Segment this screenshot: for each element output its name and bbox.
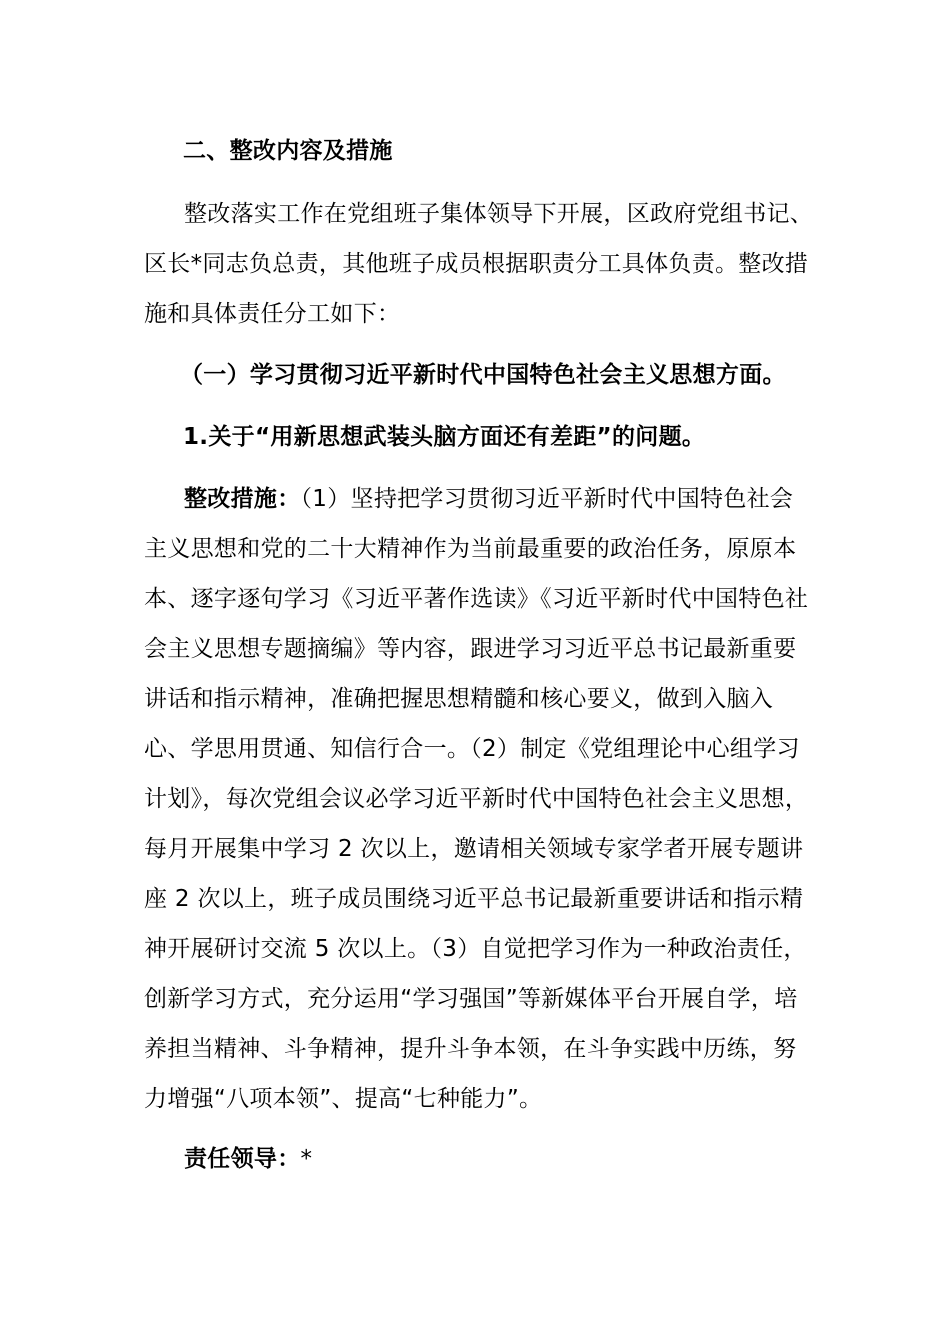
- responsible-paragraph: [144, 1134, 814, 1184]
- issue-title: 1.关于“用新思想武装头脑方面还有差距”的问题。: [183, 424, 706, 450]
- responsible-label: 责任领导：: [184, 1146, 301, 1172]
- subsection-title: （一）学习贯彻习近平新时代中国特色社会主义思想方面。: [180, 362, 786, 388]
- measures-label: 整改措施：: [184, 486, 301, 512]
- measures-paragraph: [144, 474, 814, 1124]
- section-title: 二、整改内容及措施: [183, 138, 393, 164]
- intro-paragraph: 整改落实工作在党组班子集体领导下开展，区政府党组书记、区长*同志负总责，其他班子成员根据职责分工具体负责。整改措施和具体责任分工如下：: [144, 201, 814, 327]
- responsible-value: *: [300, 1146, 313, 1172]
- measures-text: （1）坚持把学习贯彻习近平新时代中国特色社会主义思想和党的二十大精神作为当前最重要的政治任务，原原本本、逐字逐句学习《习近平著作选读》《习近平新时代中国特色社会主义思想专题摘编》等内容，跟进学习习近平总书记最新重要讲话和指示精神，准确把握思想精髓和核心要义，做到入脑入心、学思用贯通、知信行合一。（2）制定《党组理论中心组学习计划》，每次党组会议必学习近平新时代中国特色社会主义思想，每月开展集中学习 2 次以上，邀请相关领域专家学者开展专题讲座 2 次以上，班子成员围绕习近平总书记最新重要讲话和指示精神开展研讨交流 5 次以上。（3）自觉把学习作为一种政治责任，创新学习方式，充分运用“学习强国”等新媒体平台开展自学，培养担当精神、斗争精神，提升斗争本领，在斗争实践中历练，努力增强“八项本领”、提高“七种能力”。: [144, 486, 809, 1112]
